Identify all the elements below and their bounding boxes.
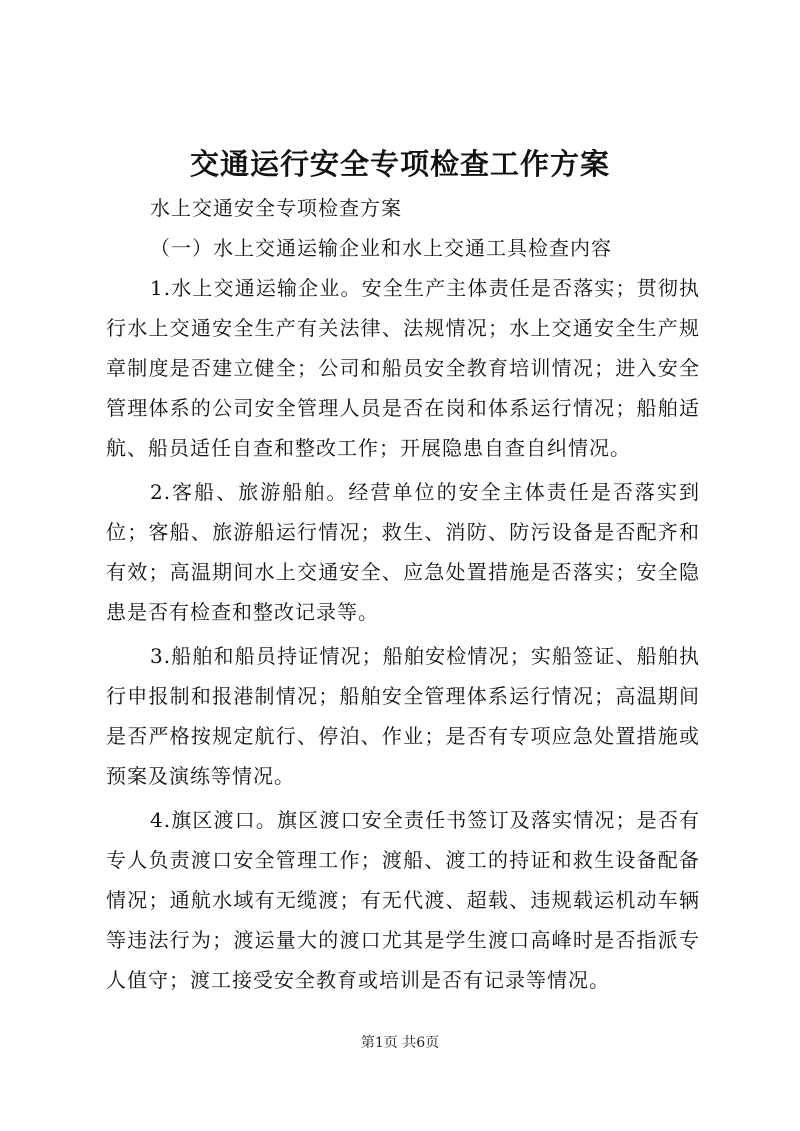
paragraph-item-2: 2.客船、旅游船舶。经营单位的安全主体责任是否落实到位；客船、旅游船运行情况；救生、消防、防污设备是否配齐和有效；高温期间水上交通安全、应急处置措施是否落实；安全隐患是否有检查和整改记录等。 bbox=[106, 480, 700, 624]
page-footer: 第1页 共6页 bbox=[360, 1035, 440, 1051]
paragraph-item-4: 4.旗区渡口。旗区渡口安全责任书签订及落实情况；是否有专人负责渡口安全管理工作；渡船、渡工的持证和救生设备配备情况；通航水域有无缆渡；有无代渡、超载、违规载运机动车辆等违法行为；渡运量大的渡口尤其是学生渡口高峰时是否指派专人值守；渡工接受安全教育或培训是否有记录等情况。 bbox=[106, 808, 700, 992]
document-body bbox=[106, 188, 700, 1000]
paragraph-item-3: 3.船舶和船员持证情况；船舶安检情况；实船签证、船舶执行申报制和报港制情况；船舶安全管理体系运行情况；高温期间是否严格按规定航行、停泊、作业；是否有专项应急处置措施或预案及演练等情况。 bbox=[106, 644, 700, 788]
subsection-heading: （一）水上交通运输企业和水上交通工具检查内容 bbox=[150, 236, 612, 260]
paragraph-item-1: 1.水上交通运输企业。安全生产主体责任是否落实；贯彻执行水上交通安全生产有关法律、法规情况；水上交通安全生产规章制度是否建立健全；公司和船员安全教育培训情况；进入安全管理体系的公司安全管理人员是否在岗和体系运行情况；船舶适航、船员适任自查和整改工作；开展隐患自查自纠情况。 bbox=[106, 276, 700, 460]
document-title: 交通运行安全专项检查工作方案 bbox=[189, 147, 610, 181]
section-heading: 水上交通安全专项检查方案 bbox=[150, 196, 402, 220]
